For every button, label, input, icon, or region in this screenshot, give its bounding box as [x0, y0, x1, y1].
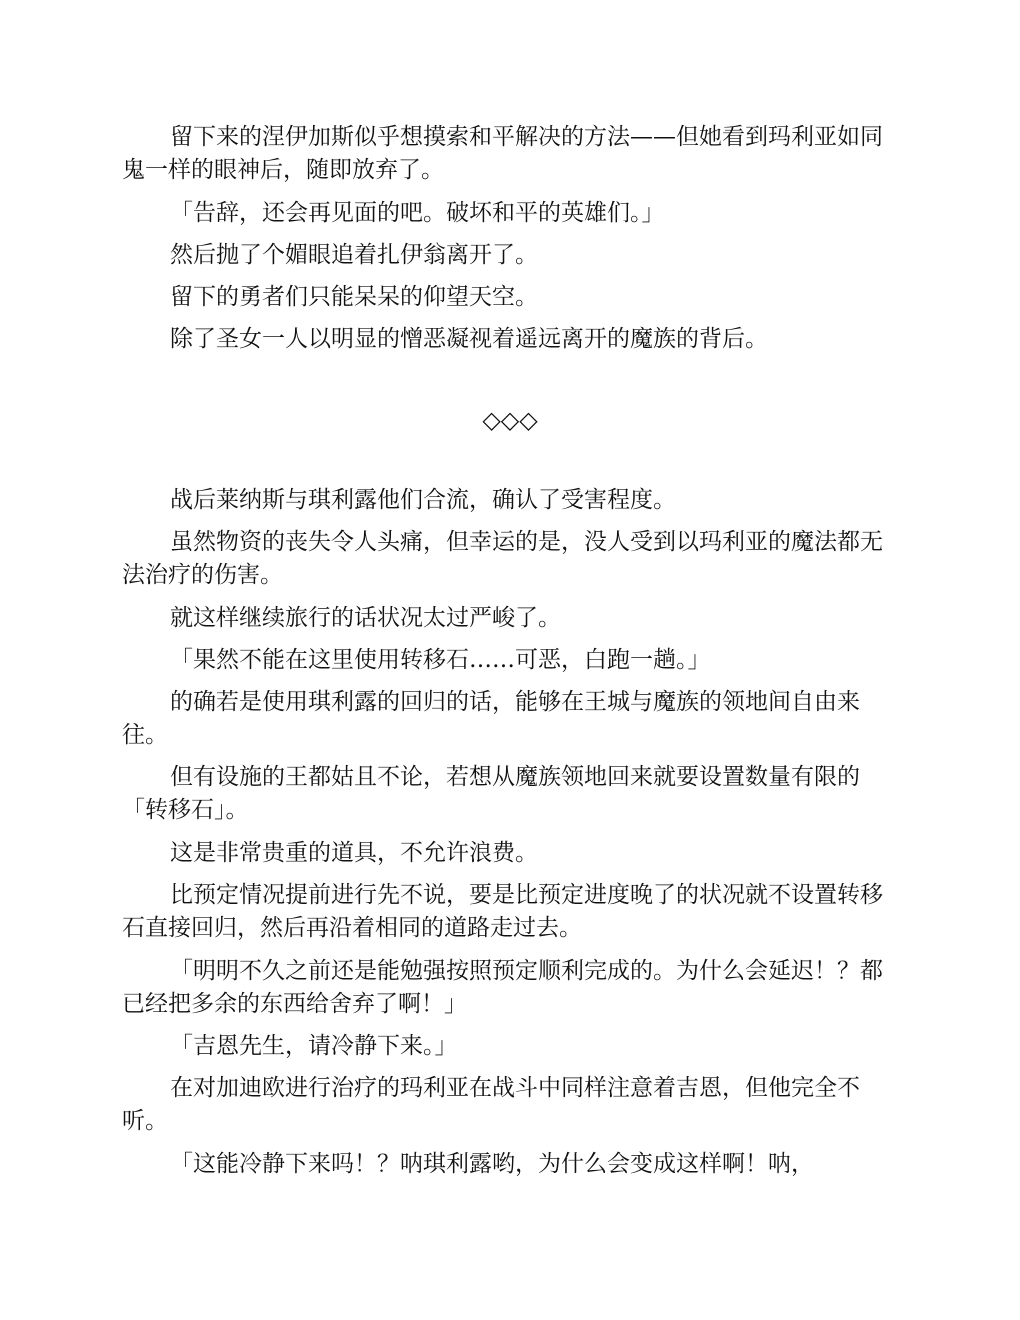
paragraph: 但有设施的王都姑且不论，若想从魔族领地回来就要设置数量有限的「转移石」。 [122, 764, 860, 823]
paragraph: 「果然不能在这里使用转移石……可恶，白跑一趟。」 [170, 647, 711, 673]
paragraph: 然后抛了个媚眼追着扎伊翁离开了。 [170, 242, 538, 268]
paragraph: 这是非常贵重的道具，不允许浪费。 [170, 840, 538, 866]
paragraph: 战后莱纳斯与琪利露他们合流，确认了受害程度。 [170, 487, 676, 513]
paragraph: 留下的勇者们只能呆呆的仰望天空。 [170, 284, 538, 310]
paragraph: 比预定情况提前进行先不说，要是比预定进度晚了的状况就不设置转移石直接回归，然后再沿着相同的道路走过去。 [122, 882, 883, 941]
paragraph: 「告辞，还会再见面的吧。破坏和平的英雄们。」 [170, 200, 665, 226]
paragraph: 在对加迪欧进行治疗的玛利亚在战斗中同样注意着吉恩，但他完全不听。 [122, 1075, 860, 1134]
paragraph: 留下来的涅伊加斯似乎想摸索和平解决的方法——但她看到玛利亚如同鬼一样的眼神后，随即放弃了。 [122, 124, 883, 183]
paragraph: 的确若是使用琪利露的回归的话，能够在王城与魔族的领地间自由来往。 [122, 689, 860, 748]
paragraph: 「这能冷静下来吗！？呐琪利露哟，为什么会变成这样啊！呐， [170, 1151, 814, 1177]
scene-separator: ◇◇◇ [482, 406, 538, 434]
paragraph: 就这样继续旅行的话状况太过严峻了。 [170, 605, 561, 631]
paragraph: 「吉恩先生，请冷静下来。」 [170, 1033, 458, 1059]
paragraph: 「明明不久之前还是能勉强按照预定顺利完成的。为什么会延迟！？都已经把多余的东西给舍弃了啊！」 [122, 958, 883, 1017]
paragraph: 除了圣女一人以明显的憎恶凝视着遥远离开的魔族的背后。 [170, 326, 768, 352]
paragraph: 虽然物资的丧失令人头痛，但幸运的是，没人受到以玛利亚的魔法都无法治疗的伤害。 [122, 529, 883, 588]
